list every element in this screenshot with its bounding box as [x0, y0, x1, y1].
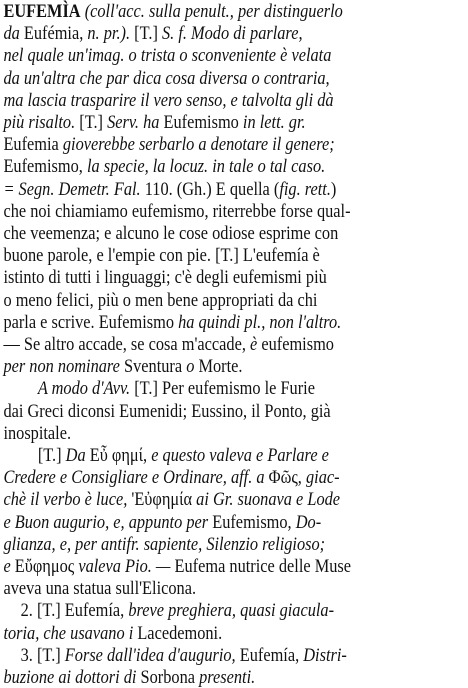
text-line [0, 335, 406, 355]
text-line [0, 224, 406, 244]
text-line [0, 46, 406, 66]
text-segment: [T.] [37, 445, 66, 466]
text-segment: Distri- [303, 644, 347, 666]
text-segment: Eufemismo, [212, 511, 296, 533]
text-segment: ai Gr. suonava e Lode [196, 489, 341, 511]
text-segment: dai Greci diconsi Eumenidi; Eussino, il Ponto, già [3, 400, 331, 422]
text-segment: 3. [T.] [20, 644, 65, 666]
text-segment: più risalto. [3, 112, 80, 133]
text-segment: nel quale un'imag. o trista o sconveniente è velata [3, 45, 332, 67]
text-segment: Eufemia [3, 134, 63, 156]
text-segment: Εὔφημος [14, 556, 79, 577]
text-line [0, 291, 406, 311]
text-segment: per non nominare [3, 356, 125, 378]
text-segment: Eufémia, [23, 23, 88, 45]
text-line [0, 402, 406, 422]
text-segment: inospitale. [3, 422, 72, 444]
text-segment: = Segn. Demetr. Fal. [3, 178, 145, 200]
text-segment: [T.] [79, 112, 108, 133]
text-segment: Εὖ φημί, [89, 445, 152, 466]
text-segment: ma lascia trasparire il vero senso, e talvolta gli dà [3, 89, 334, 111]
text-segment: chè il verbo è luce, [3, 489, 132, 511]
text-segment: da un'altra che par dica cosa diversa o contraria, [3, 67, 330, 89]
text-segment: da [3, 23, 24, 45]
text-segment: la specie, la locuz. in tale o tal caso. [86, 156, 326, 178]
text-line [0, 202, 406, 222]
text-segment: 110. (Gh.) E quella ( [144, 178, 280, 200]
text-line [0, 579, 406, 599]
text-segment: n. pr.). [87, 23, 135, 45]
text-line [0, 668, 406, 688]
text-line [0, 535, 406, 555]
text-segment: (coll'acc. sulla penult., per distinguerlo [80, 1, 343, 22]
text-segment: e questo valeva e Parlare e [151, 445, 329, 466]
text-segment: buzione ai dottori di [3, 667, 141, 688]
text-line [0, 135, 406, 155]
text-segment: Morte. [198, 356, 243, 378]
text-line [0, 646, 423, 666]
text-segment: Eufemismo [163, 112, 243, 133]
text-segment: o [186, 356, 199, 378]
text-segment: ha quindi pl., non l'altro. [178, 311, 342, 333]
text-segment: glianza, e, per antifr. sapiente, Silenzio religioso; [3, 533, 326, 555]
text-line [0, 468, 406, 488]
text-segment: eufemismo [261, 334, 334, 355]
text-line [0, 268, 406, 288]
text-segment: aveva una statua sull'Elicona. [3, 578, 197, 600]
text-line [0, 557, 406, 577]
text-segment: — Se altro accade, se cosa m'accade, [3, 334, 251, 355]
text-line [0, 69, 406, 89]
text-segment: è [250, 334, 262, 355]
text-segment: Eufema nutrice delle Muse [174, 556, 352, 577]
text-segment: Do- [295, 511, 322, 533]
text-segment: parla e scrive. Eufemismo [3, 311, 179, 333]
text-segment: Sventura [124, 356, 187, 378]
text-segment: presenti. [199, 667, 256, 688]
text-segment: Forse dall'idea d'augurio, [64, 644, 240, 666]
text-segment: Da [65, 445, 90, 466]
text-line [0, 113, 406, 133]
text-line [0, 379, 440, 399]
text-line [0, 157, 406, 177]
text-line [0, 24, 406, 44]
text-line [0, 246, 406, 266]
text-segment: Serv. ha [107, 112, 164, 133]
text-segment: e Buon augurio, e, appunto per [3, 511, 213, 533]
text-line [0, 513, 406, 533]
text-segment: che noi chiamiamo eufemismo, riterrebbe forse qual- [3, 200, 351, 222]
text-line [0, 624, 406, 644]
text-line [0, 180, 406, 200]
text-line [0, 313, 406, 333]
text-segment: valeva Pio. — [78, 556, 175, 577]
text-segment: A modo d'Avv. [37, 378, 135, 400]
text-segment: gioverebbe serbarlo a denotare il genere; [62, 134, 335, 156]
text-segment: S. f. Modo di parlare, [161, 23, 303, 45]
text-line [0, 490, 406, 510]
text-segment: Eufemía, [239, 644, 304, 666]
text-segment: Credere e Consigliare e Ordinare, [3, 467, 231, 489]
text-segment: Sorbona [140, 667, 200, 688]
text-segment: Φῶς, [268, 467, 306, 489]
text-line [0, 357, 406, 377]
text-segment: toria, che usavano i [3, 622, 138, 644]
text-segment: in lett. gr. [242, 112, 306, 133]
text-line [0, 2, 406, 22]
text-segment: ) [330, 178, 337, 200]
headword: EUFEMÌA [3, 1, 81, 22]
text-segment: aff. a [230, 467, 269, 489]
text-segment: Eufemismo, [3, 156, 87, 178]
text-segment: buone parole, e l'empie con pie. [T.] L'eufemía è [3, 245, 320, 267]
text-segment: 'Εὐφημία [131, 489, 197, 511]
text-segment: che veemenza; e alcuno le cose odiose esprime con [3, 223, 339, 244]
text-segment: giac- [305, 467, 340, 489]
text-segment: o meno felici, più o men bene appropriati da chi [3, 289, 318, 311]
text-line [0, 601, 423, 621]
text-segment: [T.] Per eufemismo le Furie [134, 378, 315, 400]
text-segment: Lacedemoni. [137, 622, 223, 644]
text-segment: breve preghiera, quasi giacula- [128, 600, 335, 622]
text-segment: fig. rett. [279, 178, 331, 200]
text-segment: 2. [T.] Eufemía, [20, 600, 129, 622]
text-segment: [T.] [134, 23, 162, 45]
text-line [0, 446, 440, 466]
text-segment: istinto di tutti i linguaggi; c'è degli eufemismi più [3, 267, 327, 289]
text-line [0, 424, 406, 444]
text-segment: e [3, 556, 15, 577]
text-line [0, 91, 406, 111]
